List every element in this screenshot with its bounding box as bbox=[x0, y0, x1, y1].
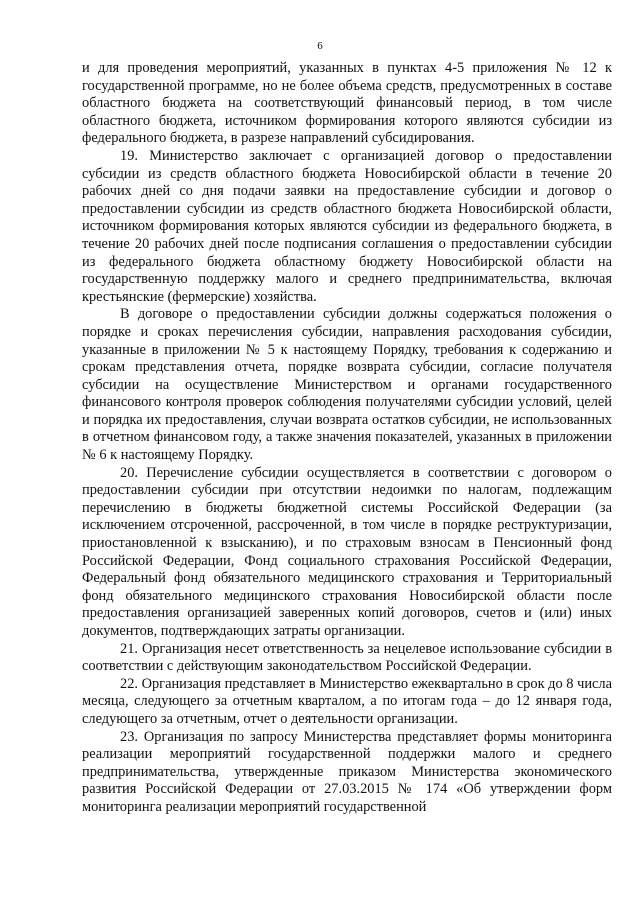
paragraph-clause-22: 22. Организация представляет в Министерство ежеквартально в срок до 8 числа месяца, следующего за отчетным кварталом, а по итогам года – до 12 января года, следующего за отчетным, отчет о деятельности организации. bbox=[82, 675, 612, 727]
paragraph-clause-21: 21. Организация несет ответственность за нецелевое использование субсидии в соответствии с действующим законодательством Российской Федерации. bbox=[82, 640, 612, 675]
paragraph-clause-20: 20. Перечисление субсидии осуществляется в соответствии с договором о предоставлении субсидии при отсутствии недоимки по налогам, подлежащим перечислению в бюджеты бюджетной системы Российской Федерации (за исключением отсроченной, рассроченной, в том числе в порядке реструктуризации, приостановленной к взысканию), и по страховым взносам в Пенсионный фонд Российской Федерации, Фонд социального страхования Российской Федерации, Федеральный фонд обязательного медицинского страхования и Территориальный фонд обязательного медицинского страхования Новосибирской области после предоставления организацией заверенных копий договоров, счетов и (или) иных документов, подтверждающих затраты организации. bbox=[82, 464, 612, 639]
page-number: 6 bbox=[317, 40, 323, 52]
paragraph-clause-23: 23. Организация по запросу Министерства представляет формы мониторинга реализации мероприятий государственной поддержки малого и среднего предпринимательства, утвержденные приказом Министерства экономического развития Российской Федерации от 27.03.2015 № 174 «Об утверждении форм мониторинга реализации мероприятий государственной bbox=[82, 728, 612, 815]
paragraph-continuation: и для проведения мероприятий, указанных в пунктах 4-5 приложения № 12 к государственной программе, но не более объема средств, предусмотренных в составе областного бюджета на соответствующий финансовый период, в том числе областного бюджета, источником формирования которого являются субсидии из федерального бюджета, в разрезе направлений субсидирования. bbox=[82, 60, 612, 147]
paragraph-contract-terms: В договоре о предоставлении субсидии должны содержаться положения о порядке и сроках перечисления субсидии, направления расходования субсидии, указанные в приложении № 5 к настоящему Порядку, требования к содержанию и срокам представления отчета, порядке возврата субсидии, согласие получателя субсидии на осуществление Министерством и органами государственного финансового контроля проверок соблюдения получателями субсидии условий, целей и порядка их предоставления, случаи возврата остатков субсидии, не использованных в отчетном финансовом году, а также значения показателей, указанных в приложении № 6 к настоящему Порядку. bbox=[82, 306, 612, 464]
document-body bbox=[82, 60, 612, 817]
paragraph-clause-19: 19. Министерство заключает с организацией договор о предоставлении субсидии из средств областного бюджета Новосибирской области в течение 20 рабочих дней со дня подачи заявки на предоставление субсидии и договор о предоставлении субсидии из средств областного бюджета Новосибирской области, источником формирования которых являются субсидии из федерального бюджета, в течение 20 рабочих дней после подписания соглашения о предоставлении субсидии из федерального бюджета областному бюджету Новосибирской области на государственную поддержку малого и среднего предпринимательства, включая крестьянские (фермерские) хозяйства. bbox=[82, 147, 612, 305]
